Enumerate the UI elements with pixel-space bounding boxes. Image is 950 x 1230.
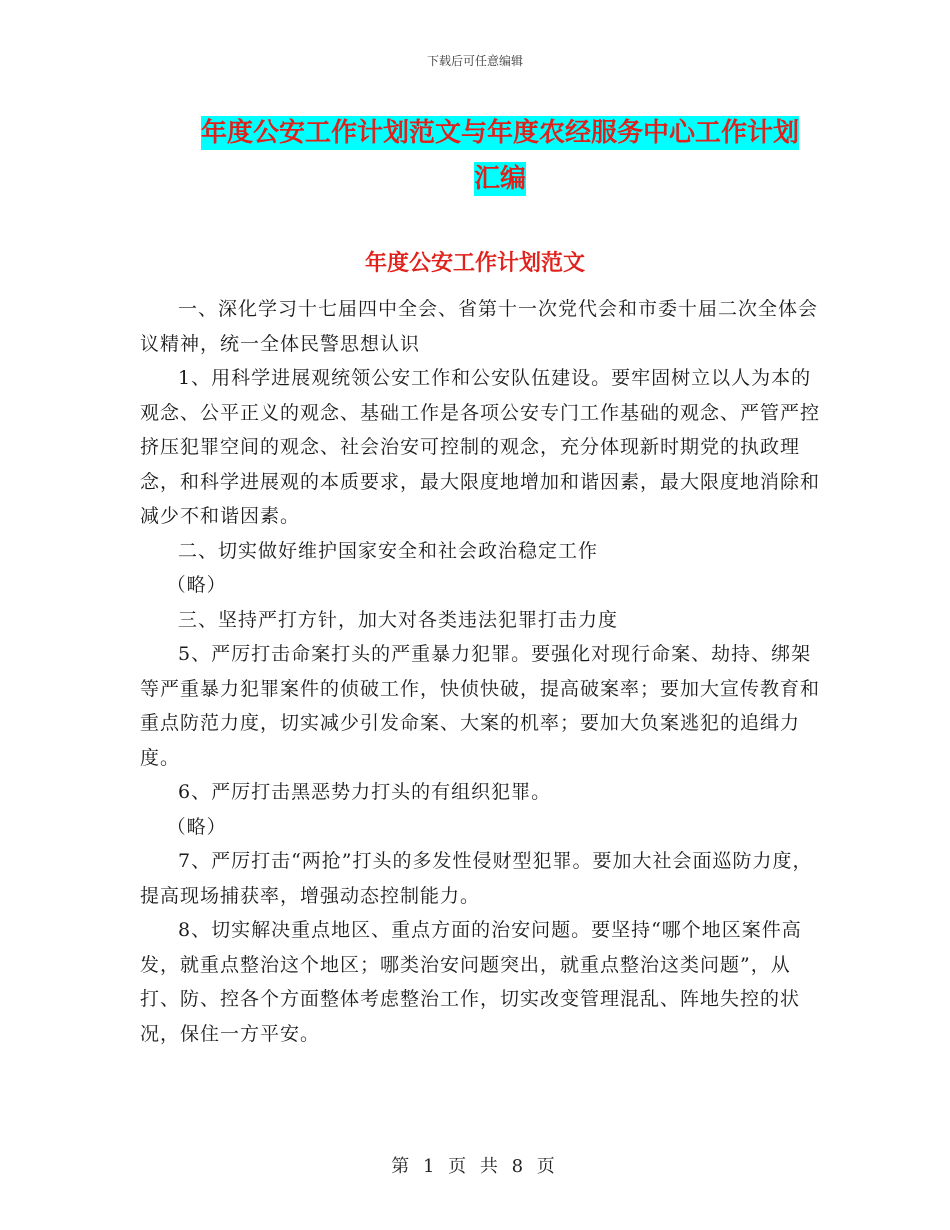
document-title-line-2: 汇编: [473, 164, 526, 194]
document-title: [190, 110, 810, 202]
section-title: 年度公安工作计划范文: [364, 251, 585, 276]
paragraph: 8、切实解决重点地区、重点方面的治安问题。要坚持“哪个地区案件高发，就重点整治这个地区；哪类治安问题突出，就重点整治这类问题”，从打、防、控各个方面整体考虑整治工作，切实改变管理混乱、阵地失控的状况，保住一方平安。: [140, 919, 802, 1045]
paragraph: 5、严厉打击命案打头的严重暴力犯罪。要强化对现行命案、劫持、绑架等严重暴力犯罪案件的侦破工作，快侦快破，提高破案率；要加大宣传教育和重点防范力度，切实减少引发命案、大案的机率；要加大负案逃犯的追缉力度。: [140, 643, 821, 769]
paragraph: 三、坚持严打方针，加大对各类违法犯罪打击力度: [178, 608, 619, 631]
paragraph: 7、严厉打击“两抢”打头的多发性侵财型犯罪。要加大社会面巡防力度，提高现场捕获率，增强动态控制能力。: [140, 850, 813, 907]
paragraph: 二、切实做好维护国家安全和社会政治稳定工作: [178, 539, 599, 562]
header-note: 下载后可任意编辑: [426, 54, 523, 68]
paragraph: 一、深化学习十七届四中全会、省第十一次党代会和市委十届二次全体会议精神，统一全体民警思想认识: [140, 298, 819, 355]
document-body: [140, 292, 820, 1051]
document-title-line-1: 年度公安工作计划范文与年度农经服务中心工作计划: [200, 118, 799, 148]
paragraph-omitted: （略）: [166, 815, 227, 838]
paragraph: 1、用科学进展观统领公安工作和公安队伍建设。要牢固树立以人为本的观念、公平正义的观念、基础工作是各项公安专门工作基础的观念、严管严控挤压犯罪空间的观念、社会治安可控制的观念，充分体现新时期党的执政理念，和科学进展观的本质要求，最大限度地增加和谐因素，最大限度地消除和减少不和谐因素。: [140, 367, 821, 527]
paragraph: 6、严厉打击黑恶势力打头的有组织犯罪。: [178, 781, 552, 803]
paragraph-omitted: （略）: [166, 574, 227, 596]
page-indicator: 第 1 页 共 8 页: [391, 1156, 559, 1177]
